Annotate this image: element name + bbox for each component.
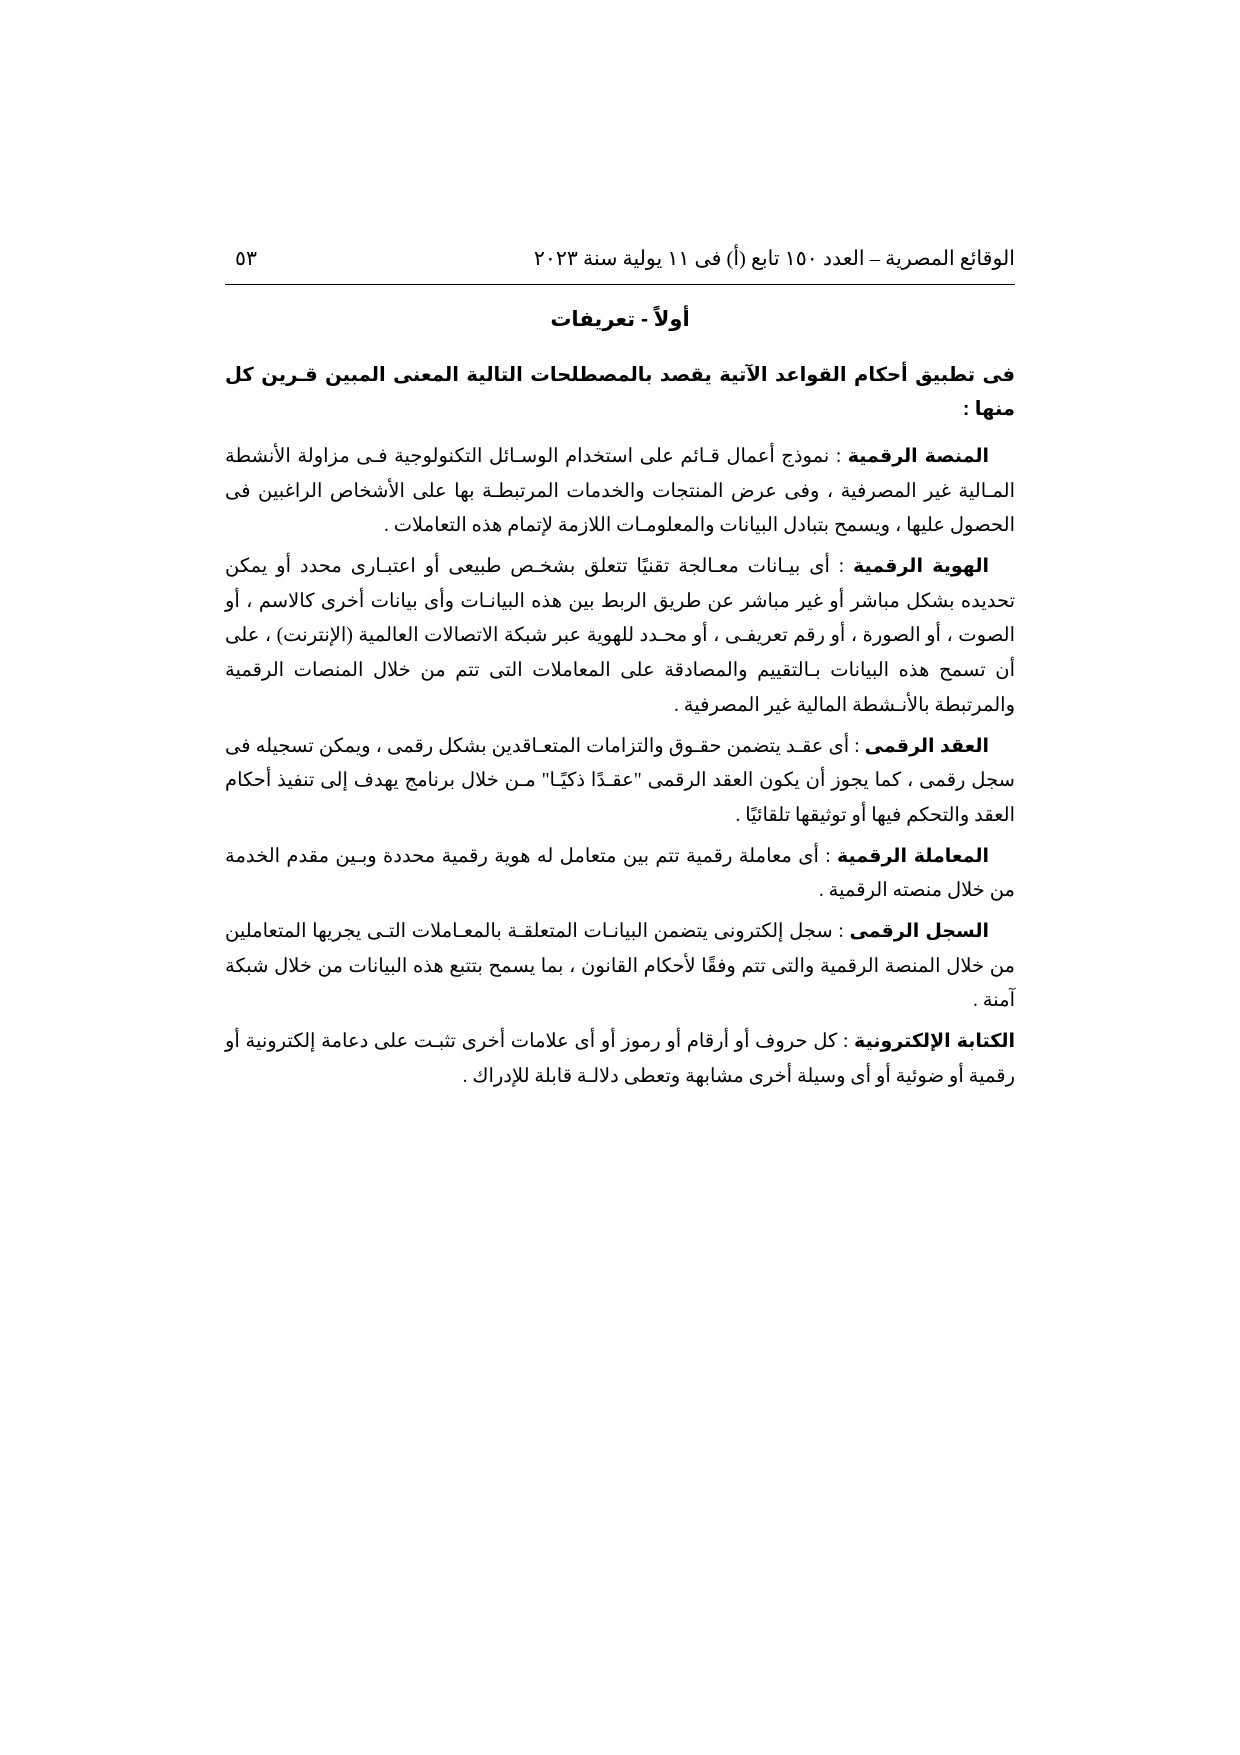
definition-term: العقد الرقمى [864, 735, 990, 757]
definition-paragraph [225, 550, 1015, 724]
definition-paragraph [225, 1025, 1015, 1094]
definition-text: : أى معاملة رقمية تتم بين متعامل له هوية رقمية محددة وبـين مقدم الخدمة من خلال منصته الرقمية . [225, 845, 1015, 902]
definition-term: المنصة الرقمية [847, 445, 989, 467]
definition-term: الهوية الرقمية [853, 556, 989, 578]
definition-paragraph [225, 730, 1015, 834]
definition-text: : أى عقـد يتضمن حقـوق والتزامات المتعـاقدين بشكل رقمى ، ويمكن تسجيله فى سجل رقمى ، كما يجوز أن يكون العقد الرقمى "عقـدًا ذكيًـا" مـن خلال برنامج يهدف إلى تنفيذ أحكام العقد والتحكم فيها أو توثيقها تلقائيًا . [225, 735, 1015, 826]
definition-text: : أى بيـانات معـالجة تقنيًا تتعلق بشخـص طبيعى أو اعتبـارى محدد أو يمكن تحديده بشكل مباشر أو غير مباشر عن طريق الربط بين هذه البيانـات وأى بيانات أخرى كالاسم ، أو الصوت ، أو الصورة ، أو رقم تعريفـى ، أو محـدد للهوية عبر شبكة الاتصالات العالمية (الإنترنت) ، على أن تسمح هذه البيانات بـالتقييم والمصادقة على المعاملات التى تتم من خلال المنصات الرقمية والمرتبطة بالأنـشطة المالية غير المصرفية . [225, 556, 1015, 716]
definition-term: الكتابة الإلكترونية [854, 1031, 1015, 1053]
section-lead-paragraph: فى تطبيق أحكام القواعد الآتية يقصد بالمصطلحات التالية المعنى المبين قـرين كل منها : [225, 363, 1015, 420]
page-header [225, 245, 1015, 274]
definition-term: المعاملة الرقمية [837, 845, 989, 867]
header-title: الوقائع المصرية – العدد ١٥٠ تابع (أ) فى ١١ يولية سنة ٢٠٢٣ [533, 248, 1015, 270]
definition-paragraph [225, 840, 1015, 909]
definition-term: السجل الرقمى [849, 921, 989, 943]
section-title: أولاً - تعريفات [550, 307, 690, 331]
header-divider [225, 284, 1015, 285]
definition-text: : سجل إلكترونى يتضمن البيانـات المتعلقـة بالمعـاملات التـى يجريها المتعاملين من خلال المنصة الرقمية والتى تتم وفقًا لأحكام القانون ، بما يسمح بتتبع هذه البيانات من خلال شبكة آمنة . [225, 921, 1015, 1012]
definition-paragraph [225, 440, 1015, 544]
definition-paragraph [225, 915, 1015, 1019]
definition-text: : نموذج أعمال قـائم على استخدام الوسـائل التكنولوجية فـى مزاولة الأنشطة المـالية غير المصرفية ، وفى عرض المنتجات والخدمات المرتبطـة بها على الأشخاص الراغبين فى الحصول عليها ، ويسمح بتبادل البيانات والمعلومـات اللازمة لإتمام هذه التعاملات . [225, 445, 1015, 537]
definition-text: : كل حروف أو أرقام أو رموز أو أى علامات أخرى تثبـت على دعامة إلكترونية أو رقمية أو ضوئية أو أى وسيلة أخرى مشابهة وتعطى دلالـة قابلة للإدراك . [225, 1031, 1015, 1087]
page-number: ٥٣ [235, 248, 258, 270]
